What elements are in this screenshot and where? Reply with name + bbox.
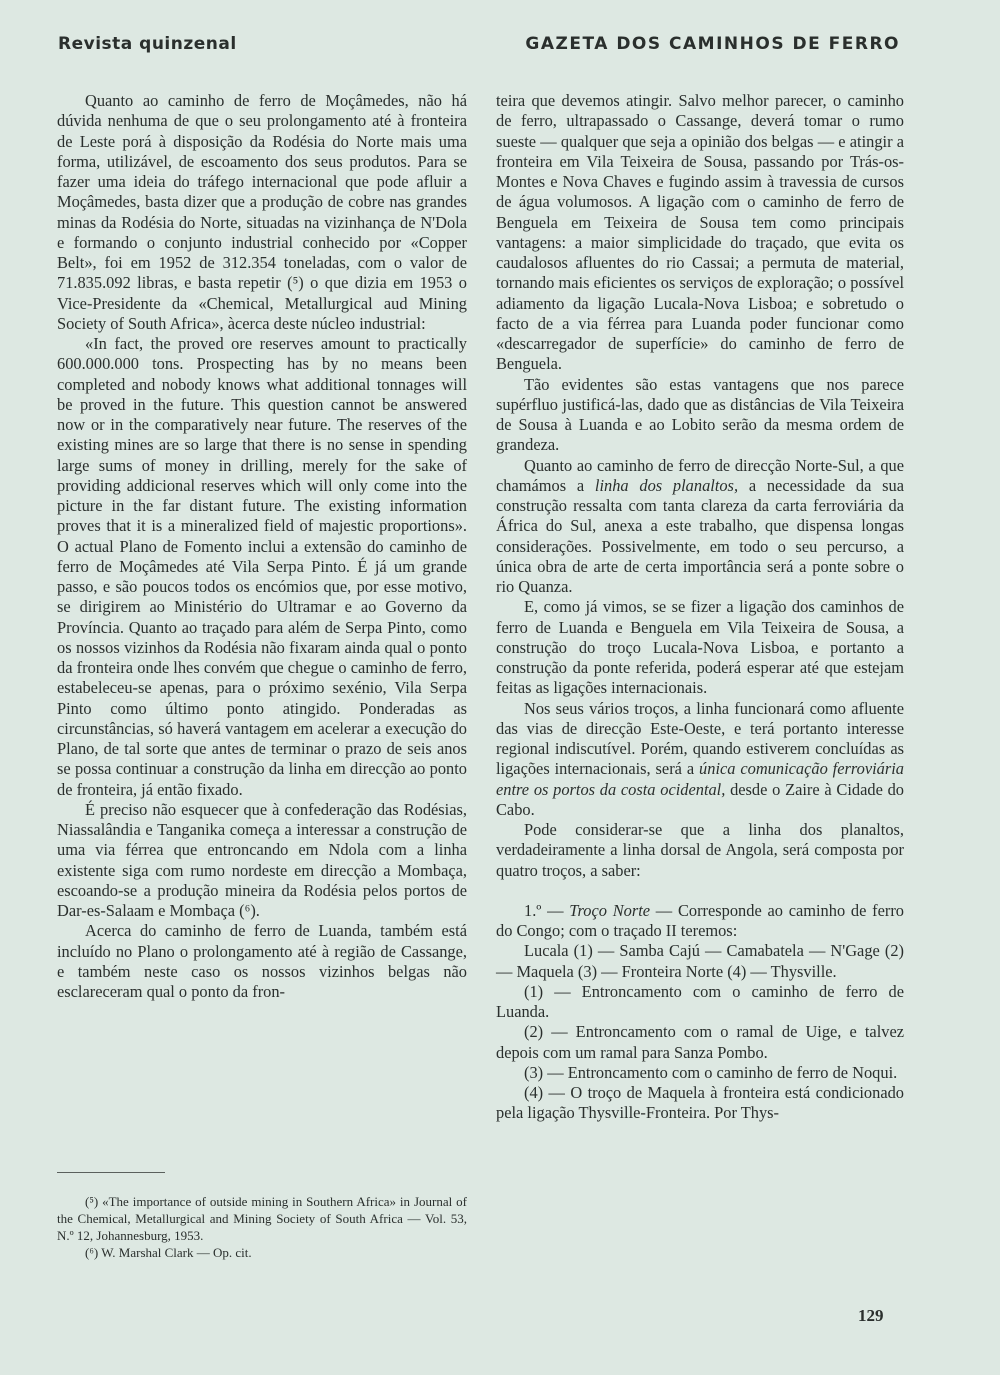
text-run: Nos seus vários troços, a linha funcionará como afluente das vias de direcção Este-Oeste, e terá portanto interesse regional indiscutível. Porém, quando estiverem concluídas as ligações internacionais, será a — [496, 698, 904, 779]
footnote: (⁵) «The importance of outside mining in Southern Africa» in Journal of the Chemical, Metallurgical and Mining Society of South Africa — Vol. 53, N.º 12, Johannesburg, 1953. — [57, 1194, 467, 1243]
paragraph: Lucala (1) — Samba Cajú — Camabatela — N'Gage (2) — Maquela (3) — Fronteira Norte (4) — Thysville. — [496, 941, 904, 981]
paragraph: (3) — Entroncamento com o caminho de ferro de Noqui. — [524, 1062, 898, 1082]
text-run: Quanto ao caminho de ferro de direcção Norte-Sul, a que chamámos a — [496, 455, 904, 495]
italic-term: linha dos planaltos, — [594, 475, 739, 495]
header-left: Revista quinzenal — [58, 34, 237, 54]
text-run: a necessidade da sua construção ressalta com tanta clareza da carta ferroviária da África do Sul, anexa a este trabalho, que dispensa longas considerações. Possivelmente, em todo o seu percurso, a única obra de arte de certa importância será a ponte sobre o rio Quanza. — [496, 475, 904, 596]
paragraph: É preciso não esquecer que à confederação das Rodésias, Niassalândia e Tanganika começa a interessar a construção de uma via férrea que entroncando em Ndola com a linha existente siga com rumo nordeste em direcção a Mombaça, escoando-se a produção mineira da Rodésia pelos portos de Dar-es-Salaam e Mombaça (⁶). — [57, 799, 467, 920]
page-number: 129 — [858, 1306, 884, 1325]
footnote: (⁶) W. Marshal Clark — Op. cit. — [85, 1245, 252, 1260]
paragraph: Quanto ao caminho de ferro de Moçâmedes, não há dúvida nenhuma de que o seu prolongamento até à fronteira de Leste porá à disposição da Rodésia do Norte mais uma forma, utilizável, de escoamento dos seus produtos. Para se fazer uma ideia do tráfego internacional que pode afluir a Moçâmedes, basta dizer que a produção de cobre nas grandes minas da Rodésia do Norte, situadas na vizinhança de N'Dola e formando o conjunto industrial conhecido por «Copper Belt», foi em 1952 de 312.354 toneladas, com o valor de 71.835.092 libras, e basta repetir (⁵) o que dizia em 1953 o Vice-Presidente da «Chemical, Metallurgical aud Mining Society of South Africa», àcerca deste núcleo industrial: — [57, 91, 467, 333]
paragraph: teira que devemos atingir. Salvo melhor parecer, o caminho de ferro, ultrapassado o Cassange, deverá tomar o rumo sueste — qualquer que seja a opinião dos belgas — e atingir a fronteira em Vila Teixeira de Sousa, passando por Trás-os-Montes e Nova Chaves e fugindo assim à travessia de cursos de água volumosos. A ligação com o caminho de ferro de Benguela em Teixeira de Sousa tem como principais vantagens: a maior simplicidade do traçado, que evita os caudalosos afluentes do rio Cassai; a permuta de material, tornando mais eficientes os serviços de exploração; o possível adiamento da ligação Lucala-Nova Lisboa; e sobretudo o facto de a via férrea para Luanda poder funcionar como «descarregador de superfície» do caminho de ferro de Benguela. — [496, 91, 904, 374]
paragraph: Pode considerar-se que a linha dos planaltos, verdadeiramente a linha dorsal de Angola, será composta por quatro troços, a saber: — [496, 820, 904, 880]
paragraph — [496, 456, 904, 598]
paragraph: Tão evidentes são estas vantagens que nos parece supérfluo justificá-las, dado que as distâncias de Vila Teixeira de Sousa à Luanda e ao Lobito serão da mesma ordem de grandeza. — [496, 374, 904, 455]
paragraph: «In fact, the proved ore reserves amount to practically 600.000.000 tons. Prospecting has by no means been completed and nobody knows what additional tonnages will be proved in the future. This question cannot be answered now or in the comparatively near future. The reserves of the existing mines are so large that there is no sense in spending large sums of money in drilling, merely for the sake of providing addicional reserves which will only come into the picture in the far distant future. The existing information proves that it is a mineralized field of majestic proportions». O actual Plano de Fomento inclui a extensão do caminho de ferro de Moçâmedes até Vila Serpa Pinto. É já um grande passo, e são poucos todos os encómios que, por esse motivo, se dirigirem ao Ministério do Ultramar e ao Governo da Província. Quanto ao traçado para além de Serpa Pinto, como os nossos vizinhos da Rodésia não fixaram ainda qual o ponto da fronteira onde lhes convém que chegue o caminho de ferro, estabeleceu-se apenas, para o próximo sexénio, Vila Serpa Pinto como último ponto atingido. Ponderadas as circunstâncias, só haverá vantagem em acelerar a execução do Plano, de tal sorte que antes de terminar o prazo de seis anos se possa continuar a construção da linha em direcção ao ponto de fronteira, já então fixado. — [57, 334, 467, 799]
paragraph: E, como já vimos, se se fizer a ligação dos caminhos de ferro de Luanda e Benguela em Vila Teixeira de Sousa, a construção do troço Lucala-Nova Lisboa, e portanto a construção da ponte referida, poderá esperar até que estejam feitas as ligações internacionais. — [496, 597, 904, 698]
header-right: GAZETA DOS CAMINHOS DE FERRO — [525, 34, 900, 54]
text-run: desde o Zaire à Cidade do Cabo. — [496, 779, 904, 819]
paragraph: Acerca do caminho de ferro de Luanda, também está incluído no Plano o prolongamento até à região de Cassange, e também neste caso os nossos vizinhos belgas não esclareceram qual o ponto da fron- — [57, 921, 467, 1001]
footnotes — [57, 1193, 467, 1261]
italic-term: única comunicação ferroviária entre os portos da costa ocidental, — [496, 759, 904, 799]
text-run: — Corresponde ao caminho de ferro do Congo; com o traçado II teremos: — [496, 900, 904, 940]
italic-term: Troço Norte — [569, 900, 651, 920]
left-column — [57, 91, 467, 1002]
right-column — [496, 91, 904, 1124]
paragraph — [496, 699, 904, 821]
item-number: 1.º — — [524, 900, 570, 920]
paragraph: (2) — Entroncamento com o ramal de Uige, e talvez depois com um ramal para Sanza Pombo. — [496, 1022, 904, 1062]
footnote-divider — [57, 1172, 165, 1173]
section-item — [496, 901, 904, 942]
paragraph: (4) — O troço de Maquela à fronteira está condicionado pela ligação Thysville-Fronteira. Por Thys- — [496, 1083, 904, 1123]
running-header — [58, 34, 900, 60]
paragraph: (1) — Entroncamento com o caminho de ferro de Luanda. — [496, 981, 904, 1021]
